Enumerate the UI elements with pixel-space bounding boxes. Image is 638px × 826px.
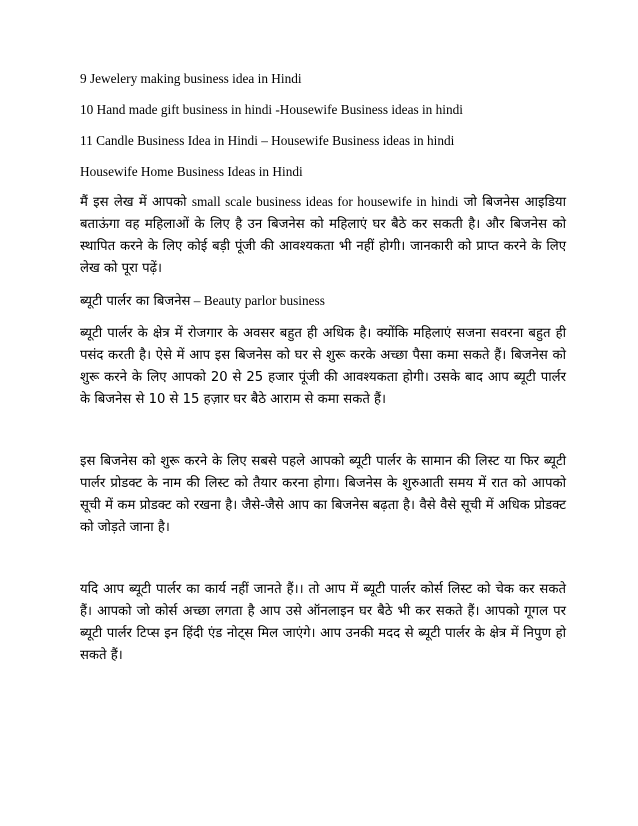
section-heading	[80, 290, 566, 313]
document-page	[80, 70, 566, 667]
paragraph-2: इस बिजनेस को शुरू करने के लिए सबसे पहले आपको ब्यूटी पार्लर के सामान की लिस्ट या फिर ब्यूटी पार्लर प्रोडक्ट के नाम की लिस्ट को तैयार करना होगा। बिजनेस के शुरुआती समय में रात को आपको सूची में कम प्रोडक्ट को रखना है। जैसे-जैसे आप का बिजनेस बढ़ता है। वैसे वैसे सूची में अधिक प्रोडक्ट को जोड़ते जाना है।	[80, 454, 566, 535]
intro-part1: मैं इस लेख में आपको	[80, 195, 192, 210]
paragraph-1: ब्यूटी पार्लर के क्षेत्र में रोजगार के अवसर बहुत ही अधिक है। क्योंकि महिलाएं सजना सवरना बहुत ही पसंद करती है। ऐसे में आप इस बिजनेस को घर से शुरू करके अच्छा पैसा कमा सकते हैं। बिजनेस को शुरू करने के लिए आपको 20 से 25 हजार पूंजी की आवश्यकता होगी। उसके बाद आप ब्यूटी पार्लर के बिजनेस से 10 से 15 हज़ार घर बैठे आराम से कमा सकते हैं।	[80, 326, 566, 407]
intro-part3: जो बिजनेस आइडिया बताऊंगा वह महिलाओं के लिए है उन बिजनेस को महिलाएं घर बैठे कर सकती है। और बिजनेस को स्थापित करने के लिए कोई बड़ी पूंजी की आवश्यकता भी नहीं होगी। जानकारी को प्राप्त करने के लिए लेख को पूरा पढ़ें।	[80, 195, 566, 276]
toc-line-10: 10 Hand made gift business in hindi -Housewife Business ideas in hindi	[80, 102, 463, 117]
intro-part2: small scale business ideas for housewife in hindi	[191, 194, 459, 209]
toc-line-home-ideas: Housewife Home Business Ideas in Hindi	[80, 164, 303, 179]
heading-hindi: ब्यूटी पार्लर का बिजनेस	[80, 294, 191, 309]
toc-line-11: 11 Candle Business Idea in Hindi – Housewife Business ideas in hindi	[80, 133, 455, 148]
intro-paragraph	[80, 191, 566, 280]
paragraph-3: यदि आप ब्यूटी पार्लर का कार्य नहीं जानते हैं।। तो आप में ब्यूटी पार्लर कोर्स लिस्ट को चेक कर सकते हैं। आपको जो कोर्स अच्छा लगता है आप उसे ऑनलाइन घर बैठे भी कर सकते हैं। आपको गूगल पर ब्यूटी पार्लर टिप्स इन हिंदी एंड नोट्स मिल जाएंगे। आप उनकी मदद से ब्यूटी पार्लर के क्षेत्र में निपुण हो सकते हैं।	[80, 582, 566, 663]
toc-line-9: 9 Jewelery making business idea in Hindi	[80, 71, 302, 86]
heading-latin: – Beauty parlor business	[190, 293, 325, 308]
